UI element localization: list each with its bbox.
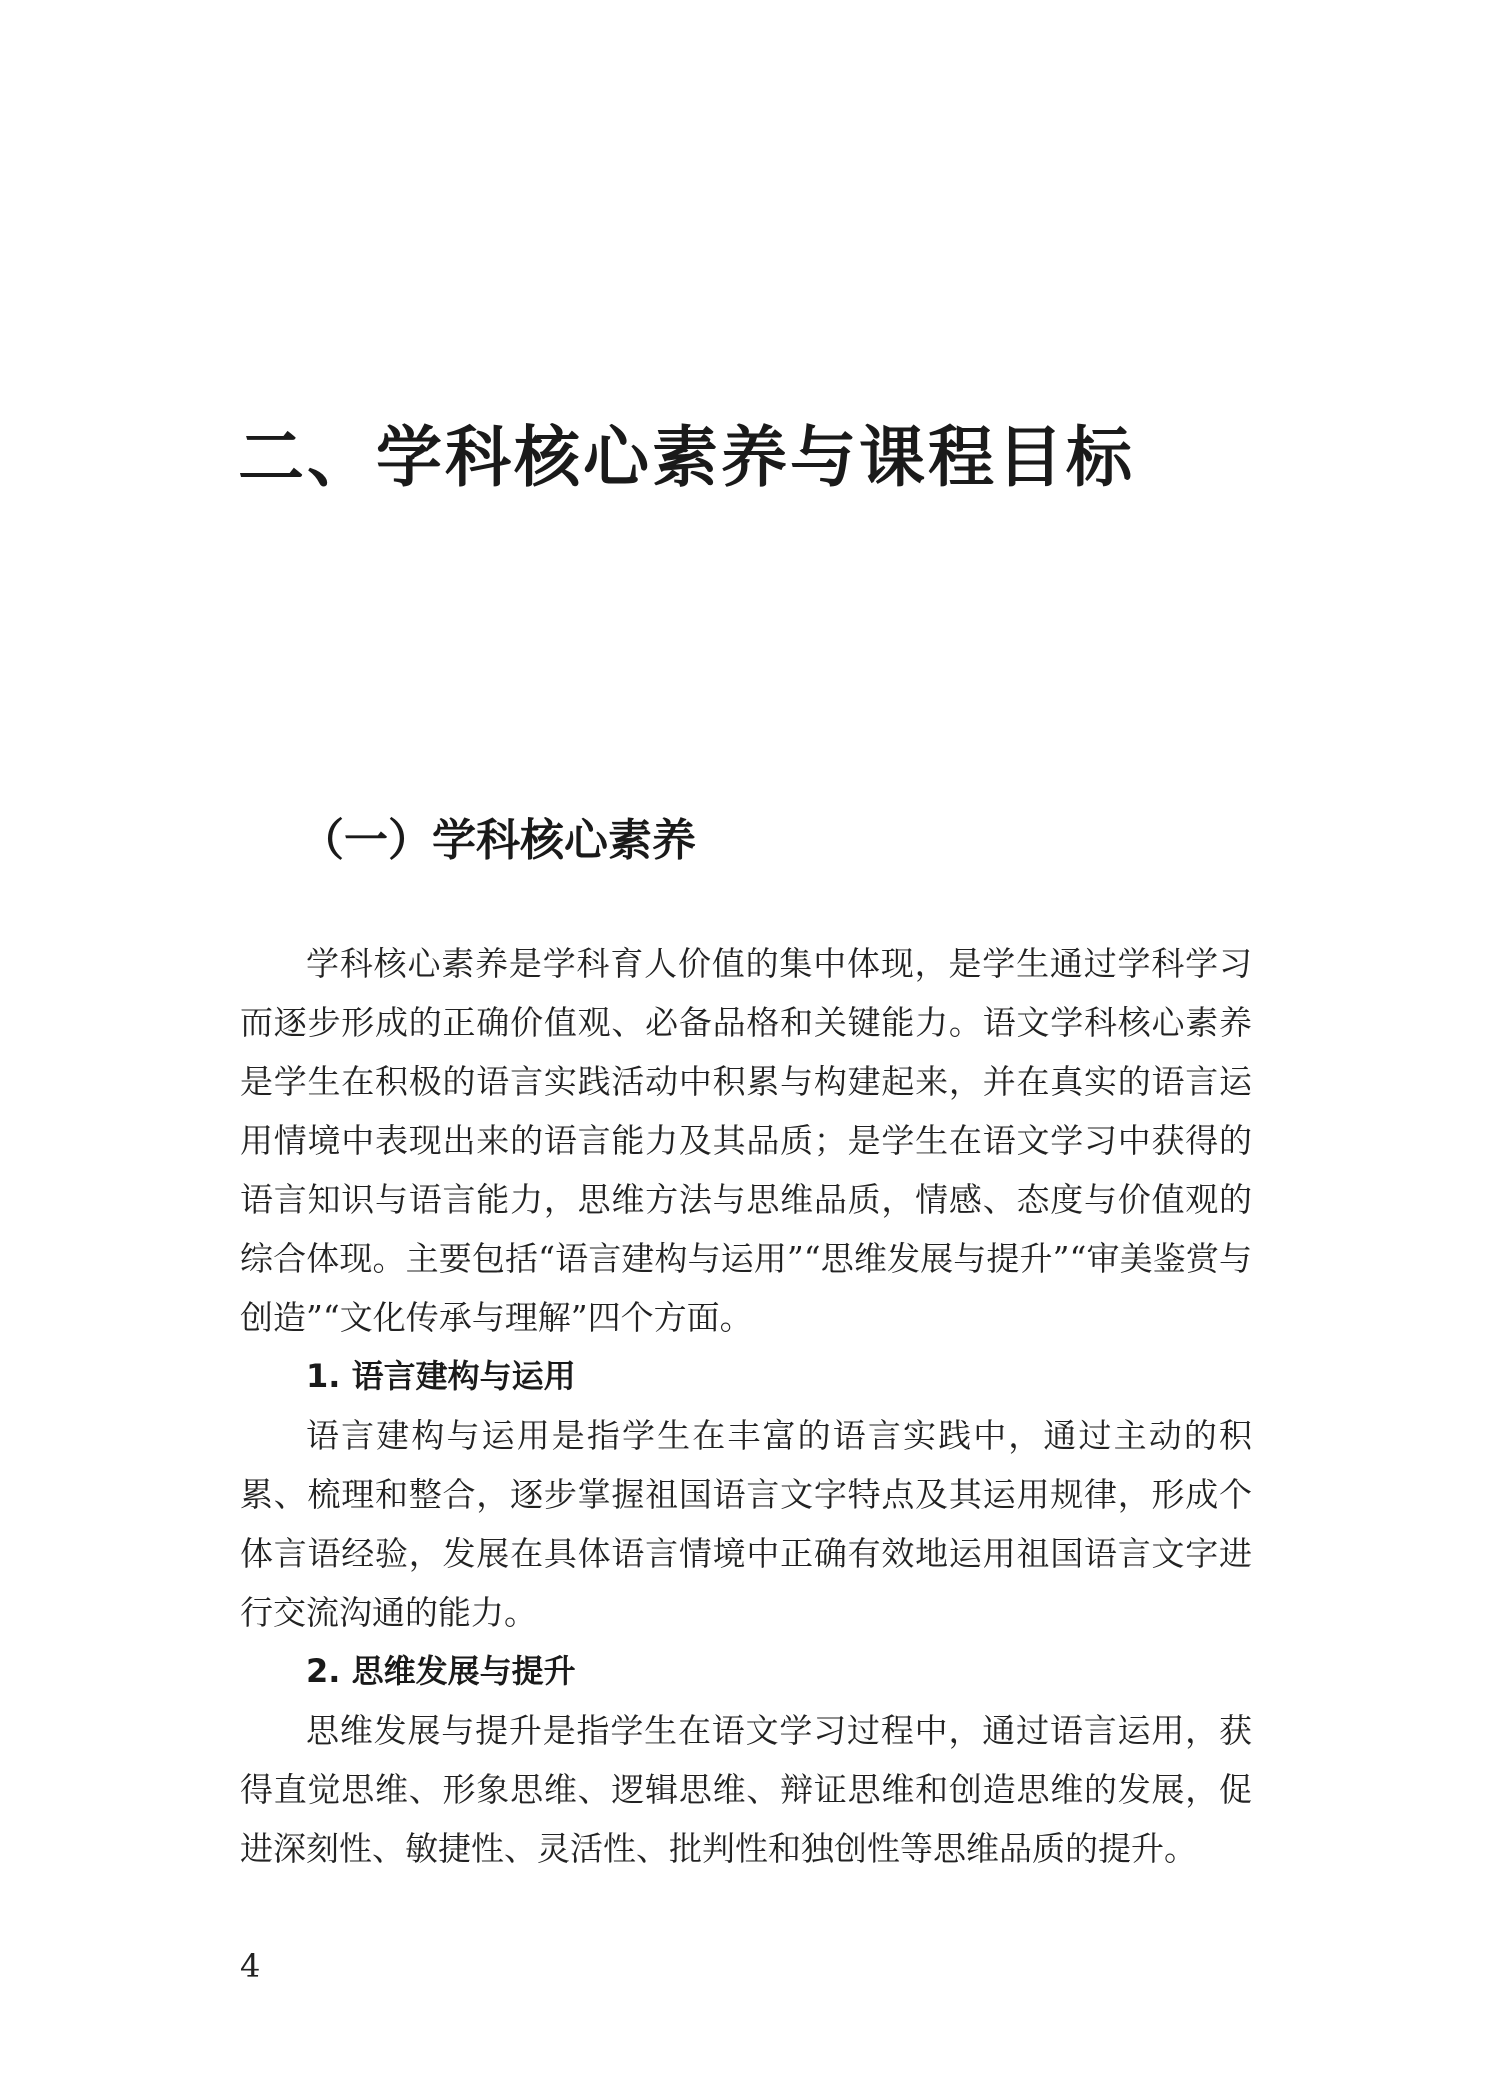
subsection-heading-language: 1. 语言建构与运用: [306, 1357, 576, 1395]
subsection-heading-thinking: 2. 思维发展与提升: [306, 1652, 576, 1690]
chapter-title: 二、学科核心素养与课程目标: [238, 419, 1135, 496]
subsection-paragraph-thinking: 思维发展与提升是指学生在语文学习过程中，通过语言运用，获得直觉思维、形象思维、逻辑思维、辩证思维和创造思维的发展，促进深刻性、敏捷性、灵活性、批判性和独创性等思维品质的提升。: [240, 1711, 1252, 1868]
body-text: [240, 934, 1252, 1878]
page-number: 4: [240, 1947, 261, 1985]
section-title: （一）学科核心素养: [300, 815, 696, 866]
intro-paragraph: 学科核心素养是学科育人价值的集中体现，是学生通过学科学习而逐步形成的正确价值观、必备品格和关键能力。语文学科核心素养是学生在积极的语言实践活动中积累与构建起来，并在真实的语言运用情境中表现出来的语言能力及其品质；是学生在语文学习中获得的语言知识与语言能力，思维方法与思维品质，情感、态度与价值观的综合体现。主要包括“语言建构与运用”“思维发展与提升”“审美鉴赏与创造”“文化传承与理解”四个方面。: [240, 944, 1252, 1337]
subsection-paragraph-language: 语言建构与运用是指学生在丰富的语言实践中，通过主动的积累、梳理和整合，逐步掌握祖国语言文字特点及其运用规律，形成个体言语经验，发展在具体语言情境中正确有效地运用祖国语言文字进行交流沟通的能力。: [240, 1416, 1252, 1632]
